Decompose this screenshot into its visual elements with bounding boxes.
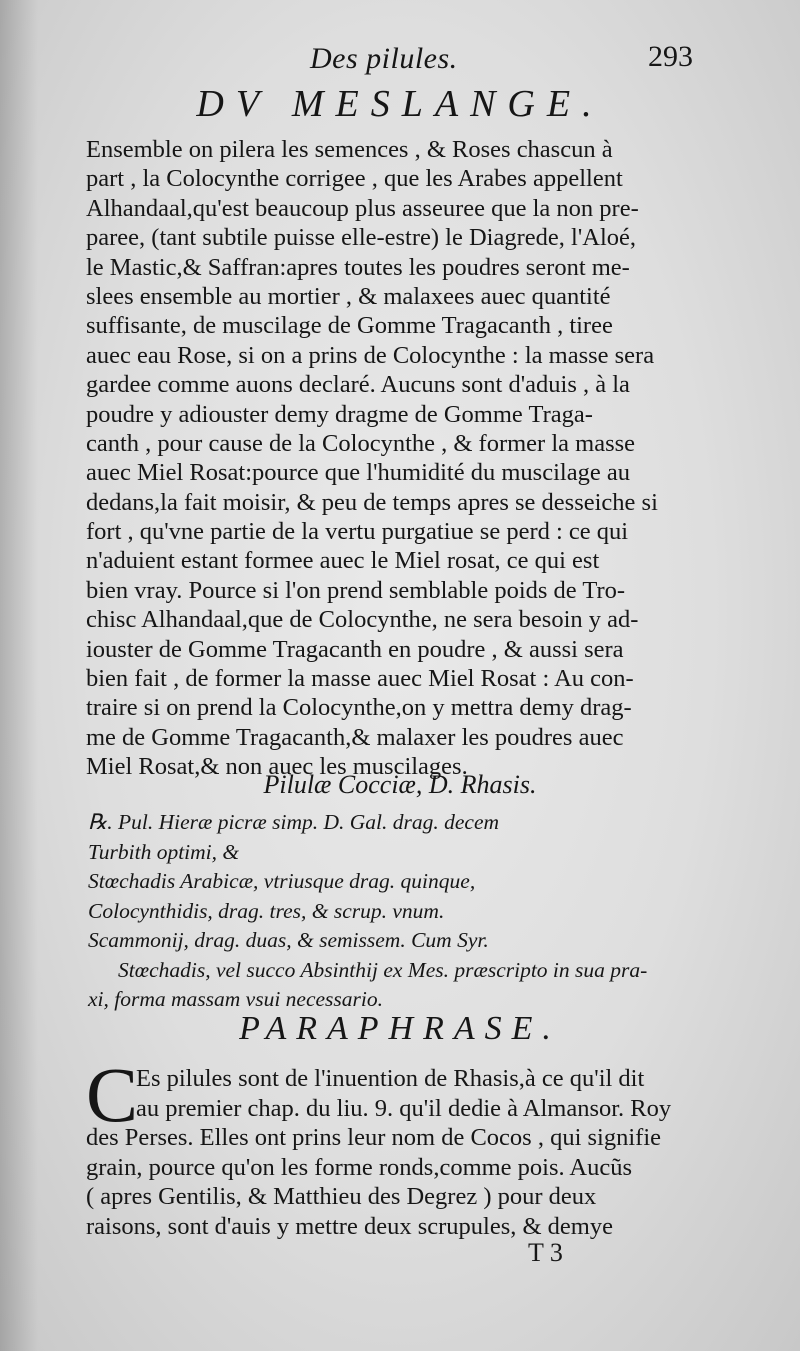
page-header: [0, 38, 800, 78]
recipe-line: Colocynthidis, drag. tres, & scrup. vnum.: [88, 898, 445, 923]
text-line: iouster de Gomme Tragacanth en poudre , & aussi sera: [86, 635, 624, 663]
text-line: fort , qu'vne partie de la vertu purgatiue se perd : ce qui: [86, 518, 629, 546]
text-line: bien vray. Pource si l'on prend semblable poids de Tro-: [86, 576, 626, 604]
text-line: Miel Rosat,& non auec les muscilages.: [86, 753, 468, 781]
text-line: bien fait , de former la masse auec Miel Rosat : Au con-: [86, 665, 634, 693]
drop-cap: C: [86, 1051, 139, 1138]
text-line: Ensemble on pilera les semences , & Roses chascun à: [86, 136, 613, 163]
text-line: n'aduient estant formee auec le Miel rosat, ce qui est: [86, 547, 600, 575]
text-line: chisc Alhandaal,que de Colocynthe, ne sera besoin y ad-: [86, 606, 639, 634]
section-title-meslange: DV MESLANGE.: [196, 83, 604, 125]
recipe-line: Stœchadis Arabicæ, vtriusque drag. quinque,: [88, 869, 476, 893]
text-line: paree, (tant subtile puisse elle-estre) le Diagrede, l'Aloé,: [86, 224, 636, 252]
text-line: le Mastic,& Saffran:apres toutes les poudres seront me-: [86, 253, 630, 281]
text-line: Alhandaal,qu'est beaucoup plus asseuree que la non pre-: [86, 194, 639, 222]
text-line: poudre y adiouster demy dragme de Gomme Traga-: [86, 400, 593, 428]
text-line: auec eau Rose, si on a prins de Colocynthe : la masse sera: [86, 341, 655, 369]
text-line: grain, pource qu'on les forme ronds,comme pois. Aucũs: [86, 1153, 633, 1181]
text-line: raisons, sont d'auis y mettre deux scrupules, & demye: [86, 1212, 613, 1240]
text-line: slees ensemble au mortier , & malaxees auec quantité: [86, 282, 611, 310]
text-line: des Perses. Elles ont prins leur nom de Cocos , qui signifie: [86, 1124, 661, 1152]
recipe-line: ℞. Pul. Hieræ picræ simp. D. Gal. drag. decem: [88, 810, 500, 834]
text-line: me de Gomme Tragacanth,& malaxer les poudres auec: [86, 723, 624, 751]
recipe-block: [88, 808, 728, 1015]
signature-mark: T 3: [528, 1238, 563, 1267]
recipe-line: xi, forma massam vsui necessario.: [88, 987, 384, 1011]
recipe-title: Pilulæ Cocciæ, D. Rhasis.: [263, 770, 537, 799]
text-line: auec Miel Rosat:pource que l'humidité du muscilage au: [86, 459, 630, 487]
text-line: au premier chap. du liu. 9. qu'il dedie à Almansor. Roy: [136, 1094, 672, 1122]
text-line: suffisante, de muscilage de Gomme Tragacanth , tiree: [86, 312, 613, 340]
running-head: Des pilules.: [310, 42, 458, 75]
text-line: ( apres Gentilis, & Matthieu des Degrez ) pour deux: [86, 1183, 597, 1211]
text-line: canth , pour cause de la Colocynthe , & former la masse: [86, 429, 636, 457]
text-line: dedans,la fait moisir, & peu de temps apres se desseiche si: [86, 488, 658, 516]
page-number: 293: [648, 40, 693, 73]
text-line: gardee comme auons declaré. Aucuns sont d'aduis , à la: [86, 371, 630, 399]
page-edge-shadow: [0, 0, 38, 1351]
paragraph-meslange: [86, 135, 712, 782]
text-line: part , la Colocynthe corrigee , que les Arabes appellent: [86, 165, 623, 193]
section-title-paraphrase: PARAPHRASE.: [239, 1010, 561, 1047]
recipe-line: Scammonij, drag. duas, & semissem. Cum Syr.: [88, 928, 489, 952]
paragraph-paraphrase: [86, 1064, 712, 1242]
text-line: traire si on prend la Colocynthe,on y mettra demy drag-: [86, 694, 632, 722]
text-line: Es pilules sont de l'inuention de Rhasis,à ce qu'il dit: [136, 1065, 645, 1092]
recipe-line: Stœchadis, vel succo Absinthij ex Mes. præscripto in sua pra-: [118, 957, 648, 982]
recipe-line: Turbith optimi, &: [88, 839, 240, 864]
